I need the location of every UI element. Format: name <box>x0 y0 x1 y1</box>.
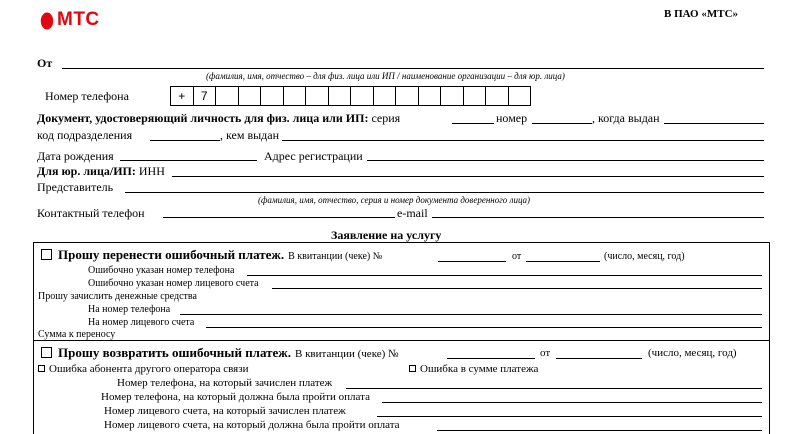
addressee: В ПАО «МТС» <box>664 8 739 20</box>
birth-date-field[interactable] <box>120 160 257 161</box>
refund-receipt-label: В квитанции (чеке) № <box>294 348 399 360</box>
refund-option-1[interactable] <box>38 363 248 375</box>
refund-credited-account-field[interactable] <box>377 416 762 417</box>
issued-by-field[interactable] <box>282 140 764 141</box>
phone-digit-cell[interactable]: 7 <box>194 86 217 106</box>
phone-digit-cell[interactable] <box>351 86 374 106</box>
email-label: e-mail <box>397 206 428 220</box>
mts-egg-icon <box>40 11 54 30</box>
phone-digit-cell[interactable] <box>396 86 419 106</box>
transfer-to-phone-field[interactable] <box>180 314 762 315</box>
section-title: Заявление на услугу <box>331 228 442 242</box>
refund-date-label: (число, месяц, год) <box>648 347 737 359</box>
transfer-checkbox[interactable] <box>41 249 52 260</box>
from-note: (фамилия, имя, отчество – для физ. лица или ИП / наименование организации – для юр. лица) <box>206 71 565 81</box>
refund-credited-phone-label: Номер телефона, на который зачислен платеж <box>117 377 333 389</box>
phone-digit-cell[interactable]: + <box>171 86 194 106</box>
division-code-label: код подразделения <box>37 128 133 142</box>
transfer-receipt-label: В квитанции (чеке) № <box>288 251 383 262</box>
representative-label: Представитель <box>37 180 114 194</box>
phone-digit-cell[interactable] <box>329 86 352 106</box>
refund-checkbox[interactable] <box>41 347 52 358</box>
inn-field[interactable] <box>172 176 764 177</box>
document-row <box>37 111 400 126</box>
refund-intended-phone-field[interactable] <box>382 402 762 403</box>
refund-from-label: от <box>540 347 551 359</box>
refund-option-2-label: Ошибка в сумме платежа <box>420 363 539 375</box>
registration-address-label: Адрес регистрации <box>264 149 363 163</box>
phone-digit-cell[interactable] <box>306 86 329 106</box>
refund-date-field[interactable] <box>556 358 642 359</box>
phone-digit-cell[interactable] <box>419 86 442 106</box>
phone-digit-cell[interactable] <box>284 86 307 106</box>
email-field[interactable] <box>432 217 764 218</box>
division-code-field[interactable] <box>150 140 220 141</box>
birth-date-label: Дата рождения <box>37 149 114 163</box>
refund-option-1-label: Ошибка абонента другого оператора связи <box>49 363 249 375</box>
transfer-receipt-field[interactable] <box>438 261 506 262</box>
contact-phone-label: Контактный телефон <box>37 206 145 220</box>
refund-intended-phone-label: Номер телефона, на который должна была пройти оплата <box>101 391 370 403</box>
inn-label: ИНН <box>138 164 165 178</box>
series-field[interactable] <box>452 123 494 124</box>
transfer-credit-label: Прошу зачислить денежные средства <box>38 291 197 302</box>
legal-label: Для юр. лица/ИП: <box>37 164 136 178</box>
representative-note: (фамилия, имя, отчество, серия и номер документа доверенного лица) <box>258 195 531 205</box>
transfer-wrong-phone-label: Ошибочно указан номер телефона <box>88 265 235 276</box>
registration-address-field[interactable] <box>367 160 764 161</box>
table-top-border <box>33 242 769 243</box>
transfer-title: Прошу перенести ошибочный платеж. <box>58 247 285 262</box>
issued-when-label: , когда выдан <box>592 111 660 125</box>
refund-option-1-checkbox[interactable] <box>38 365 45 372</box>
transfer-to-account-field[interactable] <box>206 327 762 328</box>
phone-digit-cell[interactable] <box>464 86 487 106</box>
phone-grid[interactable] <box>170 86 531 106</box>
phone-digit-cell[interactable] <box>374 86 397 106</box>
issued-when-field[interactable] <box>664 123 764 124</box>
number-field[interactable] <box>532 123 592 124</box>
from-field[interactable] <box>62 68 764 69</box>
phone-digit-cell[interactable] <box>216 86 239 106</box>
refund-header <box>41 344 399 362</box>
document-label: Документ, удостоверяющий личность для физ. лица или ИП: <box>37 111 369 125</box>
transfer-to-phone-label: На номер телефона <box>88 304 171 315</box>
phone-digit-cell[interactable] <box>486 86 509 106</box>
transfer-wrong-account-field[interactable] <box>272 288 762 289</box>
phone-label: Номер телефона <box>45 89 129 103</box>
phone-digit-cell[interactable] <box>441 86 464 106</box>
transfer-to-account-label: На номер лицевого счета <box>88 317 195 328</box>
refund-option-2[interactable] <box>409 363 538 375</box>
table-left-border <box>33 242 34 434</box>
representative-field[interactable] <box>125 192 764 193</box>
legal-row <box>37 164 165 179</box>
transfer-amount-label: Сумма к переносу <box>38 329 116 340</box>
transfer-from-label: от <box>512 251 522 262</box>
refund-intended-account-field[interactable] <box>437 430 762 431</box>
transfer-date-label: (число, месяц, год) <box>604 251 685 262</box>
number-label: номер <box>496 111 528 125</box>
transfer-header <box>41 246 382 264</box>
refund-title: Прошу возвратить ошибочный платеж. <box>58 345 291 360</box>
table-mid-border <box>33 340 769 341</box>
refund-option-2-checkbox[interactable] <box>409 365 416 372</box>
issued-by-label: , кем выдан <box>220 128 280 142</box>
phone-digit-cell[interactable] <box>261 86 284 106</box>
phone-digit-cell[interactable] <box>239 86 262 106</box>
refund-receipt-field[interactable] <box>447 358 535 359</box>
phone-digit-cell[interactable] <box>509 86 532 106</box>
refund-intended-account-label: Номер лицевого счета, на который должна была пройти оплата <box>104 419 400 431</box>
refund-credited-phone-field[interactable] <box>346 388 762 389</box>
contact-phone-field[interactable] <box>163 217 395 218</box>
from-label: От <box>37 56 53 70</box>
series-label: серия <box>371 111 401 125</box>
refund-credited-account-label: Номер лицевого счета, на который зачислен платеж <box>104 405 346 417</box>
transfer-date-field[interactable] <box>526 261 600 262</box>
transfer-wrong-phone-field[interactable] <box>247 275 762 276</box>
table-right-border <box>769 242 770 434</box>
transfer-wrong-account-label: Ошибочно указан номер лицевого счета <box>88 278 259 289</box>
mts-logo-text: МТС <box>57 9 100 30</box>
